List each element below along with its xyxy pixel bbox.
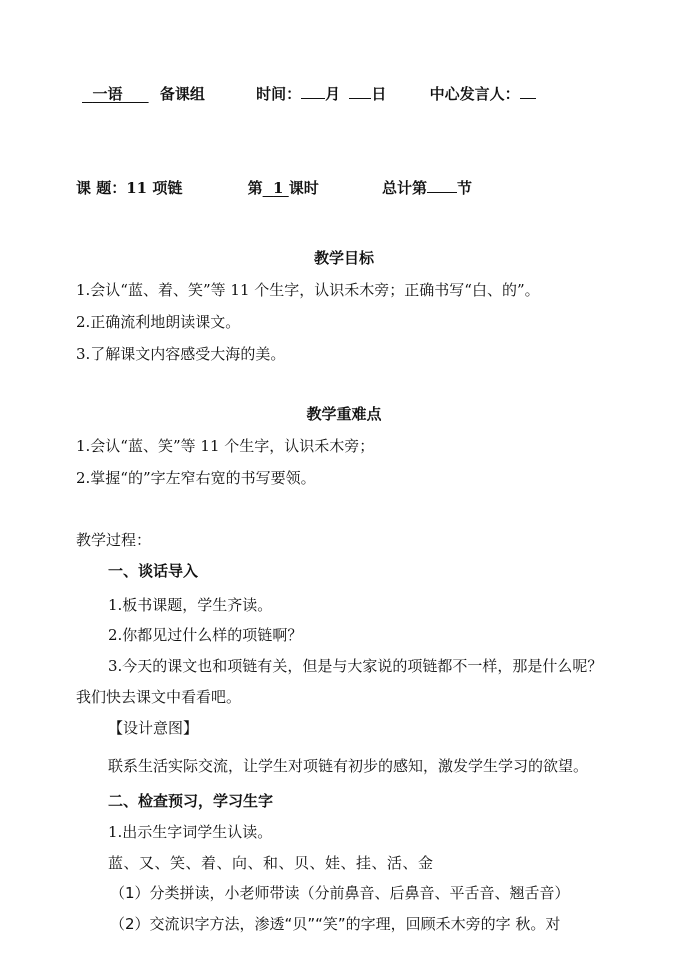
lesson-period-prefix: 第 <box>247 179 263 197</box>
header-subject: 一语 <box>92 85 123 103</box>
goal-item: 1.会认“蓝、着、笑”等 11 个生字，认识禾木旁；正确书写“白、的”。 <box>76 281 540 299</box>
key-point-item: 1.会认“蓝、笑”等 11 个生字，认识禾木旁； <box>76 437 375 455</box>
section2-heading: 二、检查预习，学习生字 <box>108 792 274 810</box>
lesson-period-number: 1 <box>273 179 284 197</box>
section1-heading: 一、谈话导入 <box>108 562 199 580</box>
key-point-item: 2.掌握“的”字左窄右宽的书写要领。 <box>76 469 316 487</box>
design-intent-label: 【设计意图】 <box>108 719 199 737</box>
header-time-label: 时间： <box>256 85 302 103</box>
header-speaker-label: 中心发言人： <box>429 85 520 103</box>
design-intent-text: 联系生活实际交流，让学生对项链有初步的感知，激发学生学习的欲望。 <box>108 757 589 775</box>
goal-item: 2.正确流利地朗读课文。 <box>76 313 241 331</box>
section1-continuation: 我们快去课文中看看吧。 <box>76 688 242 706</box>
lesson-topic: 11 项链 <box>126 179 183 197</box>
lesson-period-suffix: 课时 <box>288 179 319 197</box>
header-row <box>82 82 536 104</box>
month-blank <box>301 82 325 99</box>
section1-step: 2.你都见过什么样的项链啊？ <box>108 626 303 644</box>
header-month: 月 <box>325 85 341 103</box>
section2-characters: 蓝、又、笑、着、向、和、贝、娃、挂、活、金 <box>108 854 434 872</box>
goal-item: 3.了解课文内容感受大海的美。 <box>76 345 286 363</box>
header-group: 备课组 <box>159 85 205 103</box>
lesson-total-prefix: 总计第 <box>381 179 427 197</box>
total-blank <box>427 176 457 193</box>
day-blank <box>349 82 371 99</box>
lesson-topic-label: 课 题： <box>76 179 127 197</box>
lesson-row <box>76 176 472 198</box>
section1-step: 1.板书课题，学生齐读。 <box>108 596 273 614</box>
section2-sub-step: （1）分类拼读，小老师带读（分前鼻音、后鼻音、平舌音、翘舌音） <box>110 884 570 902</box>
section1-step: 3.今天的课文也和项链有关，但是与大家说的项链都不一样，那是什么呢？ <box>108 657 603 675</box>
lesson-total-suffix: 节 <box>456 179 472 197</box>
header-day: 日 <box>371 85 387 103</box>
goals-heading: 教学目标 <box>313 249 374 267</box>
speaker-blank <box>520 82 536 99</box>
section2-sub-step: （2）交流识字方法，渗透“贝”“笑”的字理，回顾禾木旁的字 秋。对 <box>110 915 561 933</box>
key-points-heading: 教学重难点 <box>306 405 382 423</box>
section2-step: 1.出示生字词学生认读。 <box>108 823 273 841</box>
process-label: 教学过程： <box>76 531 152 549</box>
